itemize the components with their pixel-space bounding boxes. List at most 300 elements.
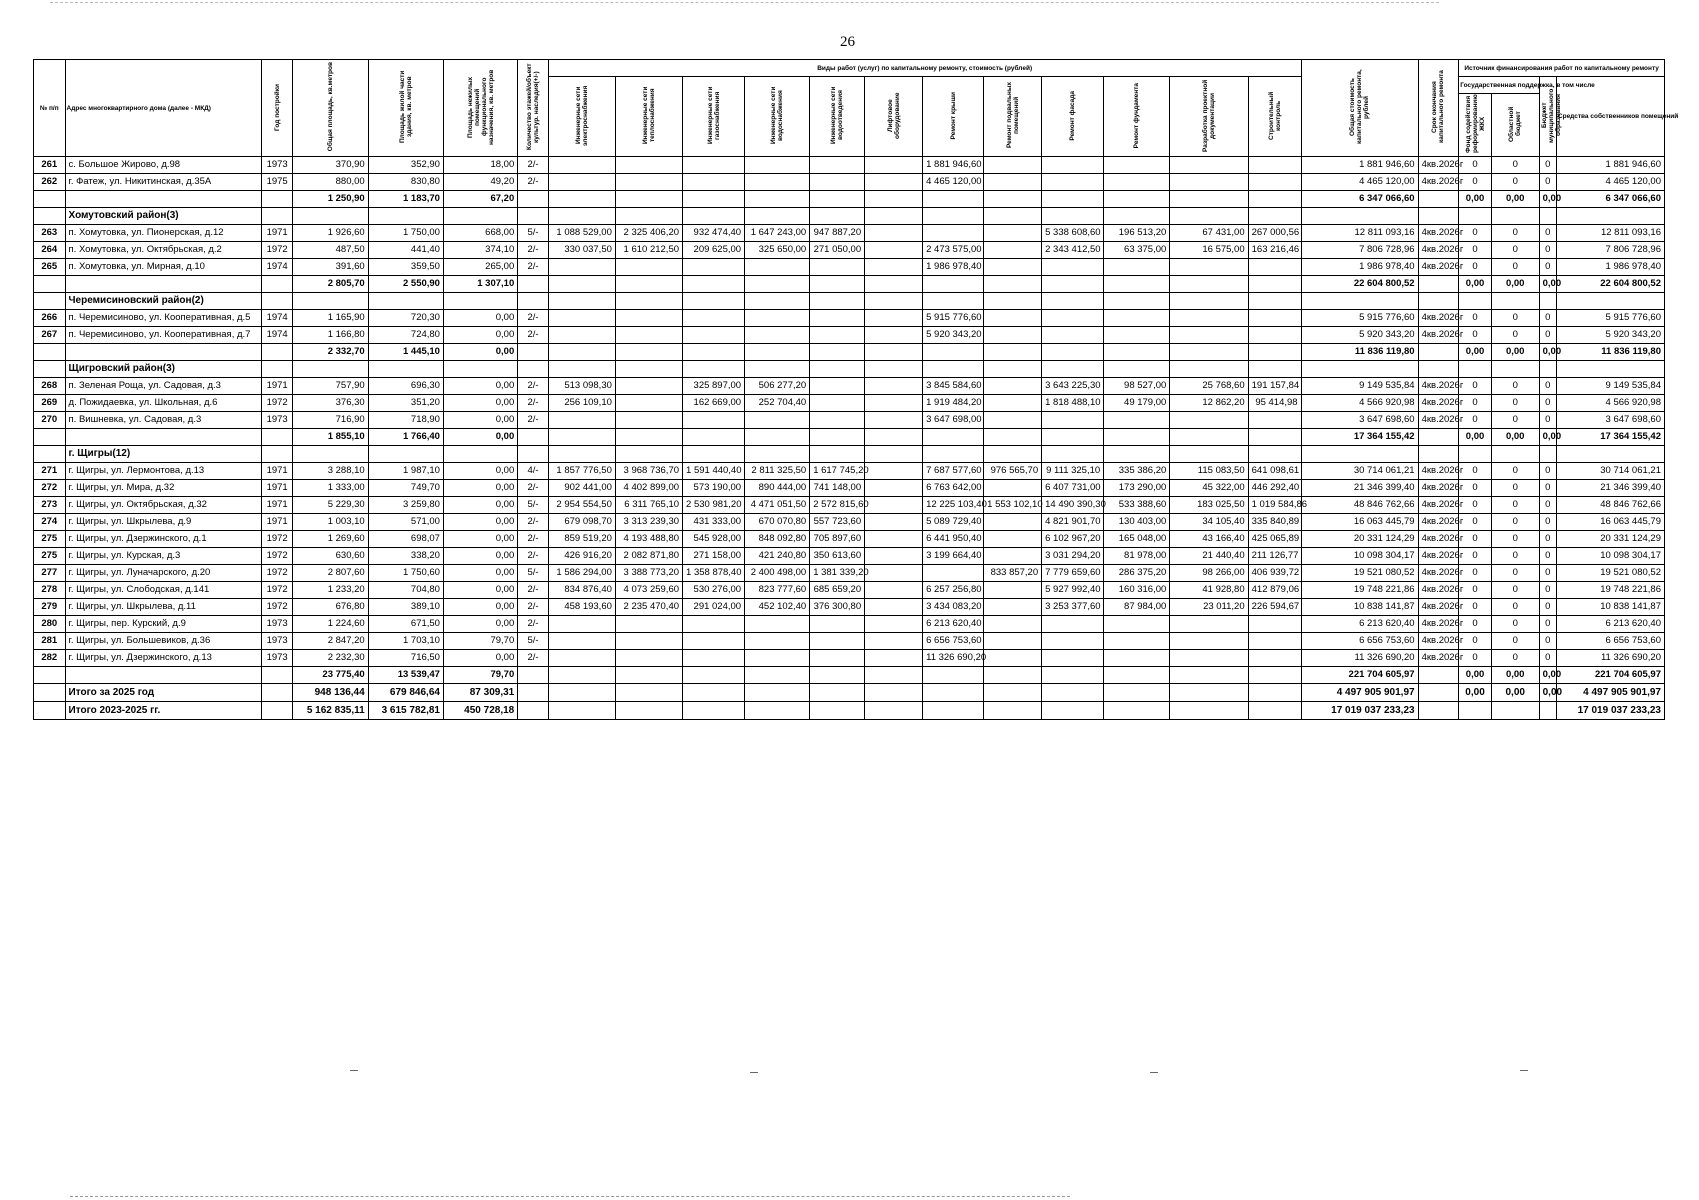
row-regional: 0 (1491, 633, 1539, 650)
row-regional: 0 (1491, 531, 1539, 548)
row-work-cost (1042, 633, 1104, 650)
row-work-cost: 3 968 736,70 (615, 463, 682, 480)
row-number: 274 (34, 514, 66, 531)
empty-cell (518, 293, 549, 310)
row-regional: 0 (1491, 599, 1539, 616)
empty-cell (984, 293, 1042, 310)
row-work-cost: 87 984,00 (1104, 599, 1170, 616)
row-work-cost: 3 647 698,00 (923, 412, 984, 429)
scan-top-edge (50, 2, 1439, 3)
row-work-cost (984, 582, 1042, 599)
col-fund-header: Фонд содействия реформированию ЖКХ (1459, 94, 1492, 157)
empty-cell (1248, 191, 1301, 208)
row-work-cost (1104, 633, 1170, 650)
row-work-cost (1248, 633, 1301, 650)
row-work-cost: 902 441,00 (548, 480, 615, 497)
district-spacer (34, 293, 66, 310)
row-year: 1973 (261, 616, 293, 633)
row-work-cost (548, 174, 615, 191)
sum-fund: 0,00 (1459, 684, 1492, 702)
row-work-cost (1104, 174, 1170, 191)
empty-cell (1170, 429, 1248, 446)
col-basement-header: Ремонт подвальных помещений (984, 77, 1042, 157)
row-work-cost: 2 325 406,20 (615, 225, 682, 242)
sum-municipal: 0,00 (1539, 344, 1556, 361)
row-work-cost (683, 327, 745, 344)
col-deadline-header: Срок окончания капитального ремонта (1418, 60, 1459, 157)
row-owners: 11 326 690,20 (1556, 650, 1664, 667)
empty-cell (443, 361, 517, 378)
row-total-area: 376,30 (293, 395, 368, 412)
row-work-cost (683, 174, 745, 191)
row-work-cost (1170, 157, 1248, 174)
sum-municipal: 0,00 (1539, 191, 1556, 208)
row-work-cost: 421 240,80 (745, 548, 810, 565)
row-work-cost (865, 242, 923, 259)
empty-cell (1170, 208, 1248, 225)
row-work-cost: 7 687 577,60 (923, 463, 984, 480)
row-number: 275 (34, 548, 66, 565)
row-work-cost (548, 327, 615, 344)
row-work-cost: 573 190,00 (683, 480, 745, 497)
empty-cell (293, 446, 368, 463)
empty-cell (261, 684, 293, 702)
empty-cell (1418, 276, 1459, 293)
sum-total-cost: 17 364 155,42 (1301, 429, 1418, 446)
row-living-area: 698,07 (368, 531, 443, 548)
table-header (34, 60, 1679, 157)
row-deadline: 4кв.2026г (1418, 174, 1459, 191)
row-work-cost: 932 474,40 (683, 225, 745, 242)
row-work-cost (865, 599, 923, 616)
row-work-cost: 679 098,70 (548, 514, 615, 531)
empty-cell (293, 293, 368, 310)
empty-cell (1248, 702, 1301, 720)
row-fund: 0 (1459, 225, 1492, 242)
empty-cell (1301, 446, 1418, 463)
row-work-cost: 252 704,40 (745, 395, 810, 412)
row-deadline: 4кв.2026г (1418, 531, 1459, 548)
row-work-cost (984, 599, 1042, 616)
row-work-cost (810, 259, 865, 276)
empty-cell (615, 344, 682, 361)
row-owners: 12 811 093,16 (1556, 225, 1664, 242)
row-fund: 0 (1459, 565, 1492, 582)
row-regional: 0 (1491, 565, 1539, 582)
empty-cell (1248, 208, 1301, 225)
empty-cell (923, 446, 984, 463)
empty-cell (548, 208, 615, 225)
row-nonliving-area: 0,00 (443, 412, 517, 429)
sum-fund (1459, 702, 1492, 720)
row-regional: 0 (1491, 259, 1539, 276)
sum-regional: 0,00 (1491, 344, 1539, 361)
row-year: 1971 (261, 514, 293, 531)
empty-cell (368, 446, 443, 463)
sum-living-area: 679 846,64 (368, 684, 443, 702)
table-row (34, 582, 1665, 599)
empty-cell (261, 361, 293, 378)
table-row (34, 548, 1665, 565)
row-floors: 5/- (518, 633, 549, 650)
row-work-cost: 95 414,98 (1248, 395, 1301, 412)
district-name: Черемисиновский район(2) (65, 293, 261, 310)
empty-cell (548, 429, 615, 446)
row-total-cost: 5 915 776,60 (1301, 310, 1418, 327)
row-total-cost: 6 213 620,40 (1301, 616, 1418, 633)
empty-cell (1459, 208, 1492, 225)
empty-cell (683, 344, 745, 361)
row-work-cost (1248, 616, 1301, 633)
row-work-cost (683, 633, 745, 650)
subtotal-row (34, 429, 1665, 446)
row-year: 1971 (261, 497, 293, 514)
empty-cell (1556, 208, 1664, 225)
table-body (34, 157, 1665, 720)
row-address: п. Черемисиново, ул. Кооперативная, д.7 (65, 327, 261, 344)
row-floors: 2/- (518, 650, 549, 667)
sum-nonliving-area: 79,70 (443, 667, 517, 684)
sum-living-area: 1 445,10 (368, 344, 443, 361)
row-work-cost: 506 277,20 (745, 378, 810, 395)
row-year: 1972 (261, 395, 293, 412)
col-municipal-header: Бюджет муниципального образования (1539, 77, 1556, 157)
empty-cell (261, 344, 293, 361)
row-owners: 1 986 978,40 (1556, 259, 1664, 276)
empty-cell (368, 208, 443, 225)
empty-cell (865, 361, 923, 378)
empty-cell (810, 276, 865, 293)
row-regional: 0 (1491, 463, 1539, 480)
row-work-cost: 2 954 554,50 (548, 497, 615, 514)
sum-total-cost: 6 347 066,60 (1301, 191, 1418, 208)
sum-fund: 0,00 (1459, 667, 1492, 684)
empty-cell (1418, 446, 1459, 463)
row-work-cost (984, 157, 1042, 174)
row-number: 270 (34, 412, 66, 429)
empty-cell (810, 208, 865, 225)
row-municipal: 0 (1539, 395, 1556, 412)
empty-cell (984, 344, 1042, 361)
row-work-cost (548, 616, 615, 633)
row-work-cost: 6 213 620,40 (923, 616, 984, 633)
empty-cell (984, 446, 1042, 463)
empty-cell (1248, 276, 1301, 293)
sum-total-cost: 22 604 800,52 (1301, 276, 1418, 293)
row-nonliving-area: 0,00 (443, 497, 517, 514)
total-label: Итого за 2025 год (65, 684, 261, 702)
row-municipal: 0 (1539, 310, 1556, 327)
row-work-cost: 160 316,00 (1104, 582, 1170, 599)
row-regional: 0 (1491, 174, 1539, 191)
row-year: 1971 (261, 378, 293, 395)
empty-cell (865, 446, 923, 463)
sum-total-cost: 221 704 605,97 (1301, 667, 1418, 684)
row-work-cost (865, 582, 923, 599)
row-work-cost: 1 857 776,50 (548, 463, 615, 480)
row-floors: 5/- (518, 565, 549, 582)
row-work-cost (810, 378, 865, 395)
sum-owners: 6 347 066,60 (1556, 191, 1664, 208)
row-living-area: 718,90 (368, 412, 443, 429)
empty-cell (1418, 702, 1459, 720)
empty-cell (1042, 446, 1104, 463)
empty-cell (984, 684, 1042, 702)
row-work-cost: 41 928,80 (1170, 582, 1248, 599)
row-deadline: 4кв.2026г (1418, 514, 1459, 531)
row-number: 268 (34, 378, 66, 395)
row-work-cost: 81 978,00 (1104, 548, 1170, 565)
row-work-cost: 34 105,40 (1170, 514, 1248, 531)
scan-mark (350, 1070, 358, 1071)
row-year: 1972 (261, 242, 293, 259)
row-fund: 0 (1459, 174, 1492, 191)
row-municipal: 0 (1539, 327, 1556, 344)
row-work-cost: 406 939,72 (1248, 565, 1301, 582)
row-work-cost (810, 395, 865, 412)
row-work-cost: 5 089 729,40 (923, 514, 984, 531)
row-year: 1971 (261, 225, 293, 242)
row-deadline: 4кв.2026г (1418, 225, 1459, 242)
row-floors: 2/- (518, 548, 549, 565)
row-work-cost (1248, 174, 1301, 191)
row-total-cost: 48 846 762,66 (1301, 497, 1418, 514)
row-total-cost: 19 521 080,52 (1301, 565, 1418, 582)
row-work-cost: 4 465 120,00 (923, 174, 984, 191)
empty-cell (1170, 276, 1248, 293)
empty-cell (261, 208, 293, 225)
empty-cell (1248, 429, 1301, 446)
empty-cell (745, 361, 810, 378)
row-work-cost: 335 386,20 (1104, 463, 1170, 480)
district-spacer (34, 208, 66, 225)
row-work-cost: 1 881 946,60 (923, 157, 984, 174)
row-work-cost: 848 092,80 (745, 531, 810, 548)
total-label: Итого 2023-2025 гг. (65, 702, 261, 720)
sum-living-area: 2 550,90 (368, 276, 443, 293)
table-row (34, 378, 1665, 395)
row-fund: 0 (1459, 599, 1492, 616)
row-address: с. Большое Жирово, д.98 (65, 157, 261, 174)
row-number: 271 (34, 463, 66, 480)
row-nonliving-area: 79,70 (443, 633, 517, 650)
col-total-cost-header: Общая стоимость капитального ремонта, рублей (1301, 60, 1418, 157)
row-work-cost (745, 327, 810, 344)
row-work-cost: 2 082 871,80 (615, 548, 682, 565)
empty-cell (548, 344, 615, 361)
table-row (34, 616, 1665, 633)
empty-cell (1556, 361, 1664, 378)
row-owners: 16 063 445,79 (1556, 514, 1664, 531)
row-number: 272 (34, 480, 66, 497)
sum-regional (1491, 702, 1539, 720)
row-nonliving-area: 265,00 (443, 259, 517, 276)
row-work-cost (1170, 327, 1248, 344)
row-address: п. Хомутовка, ул. Мирная, д.10 (65, 259, 261, 276)
empty-cell (443, 446, 517, 463)
empty-cell (548, 293, 615, 310)
empty-cell (865, 344, 923, 361)
row-work-cost: 14 490 390,30 (1042, 497, 1104, 514)
empty-cell (1556, 293, 1664, 310)
empty-cell (923, 208, 984, 225)
sum-nonliving-area: 0,00 (443, 344, 517, 361)
sum-total-area: 1 250,90 (293, 191, 368, 208)
row-number: 278 (34, 582, 66, 599)
district-row (34, 293, 1665, 310)
table-row (34, 327, 1665, 344)
row-address: г. Щигры, ул. Курская, д.3 (65, 548, 261, 565)
empty-cell (518, 276, 549, 293)
row-work-cost: 3 313 239,30 (615, 514, 682, 531)
row-work-cost: 350 613,60 (810, 548, 865, 565)
empty-cell (1418, 344, 1459, 361)
row-total-cost: 19 748 221,86 (1301, 582, 1418, 599)
row-living-area: 571,00 (368, 514, 443, 531)
row-regional: 0 (1491, 412, 1539, 429)
row-work-cost: 3 253 377,60 (1042, 599, 1104, 616)
row-work-cost (1170, 616, 1248, 633)
row-work-cost (984, 480, 1042, 497)
row-work-cost (745, 616, 810, 633)
col-address-header: Адрес многоквартирного дома (далее - МКД) (65, 60, 261, 157)
row-work-cost (548, 310, 615, 327)
empty-cell (1491, 446, 1539, 463)
row-work-cost: 5 915 776,60 (923, 310, 984, 327)
row-year: 1972 (261, 531, 293, 548)
row-work-cost: 6 102 967,20 (1042, 531, 1104, 548)
row-work-cost: 412 879,06 (1248, 582, 1301, 599)
row-work-cost (1248, 327, 1301, 344)
row-work-cost (810, 327, 865, 344)
table-row (34, 480, 1665, 497)
empty-cell (683, 429, 745, 446)
sum-municipal (1539, 702, 1556, 720)
empty-cell (65, 276, 261, 293)
row-work-cost (683, 157, 745, 174)
empty-cell (1042, 208, 1104, 225)
row-total-area: 5 229,30 (293, 497, 368, 514)
empty-cell (810, 293, 865, 310)
table-row (34, 650, 1665, 667)
row-address: п. Зеленая Роща, ул. Садовая, д.3 (65, 378, 261, 395)
table-row (34, 259, 1665, 276)
row-work-cost (548, 412, 615, 429)
sum-nonliving-area: 450 728,18 (443, 702, 517, 720)
row-total-cost: 16 063 445,79 (1301, 514, 1418, 531)
empty-cell (1301, 208, 1418, 225)
row-work-cost: 1 818 488,10 (1042, 395, 1104, 412)
row-fund: 0 (1459, 548, 1492, 565)
empty-cell (683, 667, 745, 684)
row-work-cost: 11 326 690,20 (923, 650, 984, 667)
row-work-cost: 162 669,00 (683, 395, 745, 412)
row-deadline: 4кв.2026г (1418, 633, 1459, 650)
row-owners: 19 748 221,86 (1556, 582, 1664, 599)
empty-cell (865, 702, 923, 720)
district-row (34, 208, 1665, 225)
row-owners: 7 806 728,96 (1556, 242, 1664, 259)
district-name: Щигровский район(3) (65, 361, 261, 378)
row-work-cost: 3 643 225,30 (1042, 378, 1104, 395)
table-row (34, 242, 1665, 259)
row-total-cost: 10 098 304,17 (1301, 548, 1418, 565)
row-deadline: 4кв.2026г (1418, 157, 1459, 174)
empty-cell (1104, 667, 1170, 684)
row-municipal: 0 (1539, 174, 1556, 191)
row-deadline: 4кв.2026г (1418, 378, 1459, 395)
row-floors: 2/- (518, 395, 549, 412)
row-living-area: 338,20 (368, 548, 443, 565)
empty-cell (1418, 667, 1459, 684)
row-work-cost (745, 310, 810, 327)
sum-municipal: 0,00 (1539, 667, 1556, 684)
empty-cell (1418, 429, 1459, 446)
empty-cell (443, 208, 517, 225)
empty-cell (1104, 208, 1170, 225)
empty-cell (683, 293, 745, 310)
row-total-cost: 7 806 728,96 (1301, 242, 1418, 259)
row-regional: 0 (1491, 582, 1539, 599)
empty-cell (865, 276, 923, 293)
empty-cell (745, 702, 810, 720)
row-work-cost: 446 292,40 (1248, 480, 1301, 497)
empty-cell (745, 446, 810, 463)
subtotal-row (34, 191, 1665, 208)
empty-cell (1104, 429, 1170, 446)
row-total-area: 1 166,80 (293, 327, 368, 344)
subtotal-row (34, 276, 1665, 293)
row-work-cost (1170, 650, 1248, 667)
row-work-cost: 115 083,50 (1170, 463, 1248, 480)
row-work-cost: 183 025,50 (1170, 497, 1248, 514)
row-number: 266 (34, 310, 66, 327)
empty-cell (683, 361, 745, 378)
row-work-cost (683, 412, 745, 429)
row-floors: 2/- (518, 259, 549, 276)
row-living-area: 696,30 (368, 378, 443, 395)
row-work-cost: 191 157,84 (1248, 378, 1301, 395)
row-total-area: 630,60 (293, 548, 368, 565)
row-living-area: 359,50 (368, 259, 443, 276)
row-number: 282 (34, 650, 66, 667)
row-fund: 0 (1459, 327, 1492, 344)
row-total-area: 676,80 (293, 599, 368, 616)
row-number: 273 (34, 497, 66, 514)
empty-cell (518, 429, 549, 446)
row-year: 1972 (261, 565, 293, 582)
row-deadline: 4кв.2026г (1418, 582, 1459, 599)
row-living-area: 1 750,60 (368, 565, 443, 582)
grand-total-row (34, 702, 1665, 720)
row-work-cost (984, 412, 1042, 429)
row-work-cost: 6 311 765,10 (615, 497, 682, 514)
row-work-cost: 533 388,60 (1104, 497, 1170, 514)
row-floors: 2/- (518, 582, 549, 599)
row-living-area: 671,50 (368, 616, 443, 633)
row-fund: 0 (1459, 157, 1492, 174)
row-number: 275 (34, 531, 66, 548)
empty-cell (34, 429, 66, 446)
subtotal-row (34, 667, 1665, 684)
row-work-cost (548, 633, 615, 650)
row-work-cost (683, 259, 745, 276)
empty-cell (1042, 276, 1104, 293)
empty-cell (518, 344, 549, 361)
empty-cell (810, 667, 865, 684)
empty-cell (865, 429, 923, 446)
row-work-cost (1170, 259, 1248, 276)
